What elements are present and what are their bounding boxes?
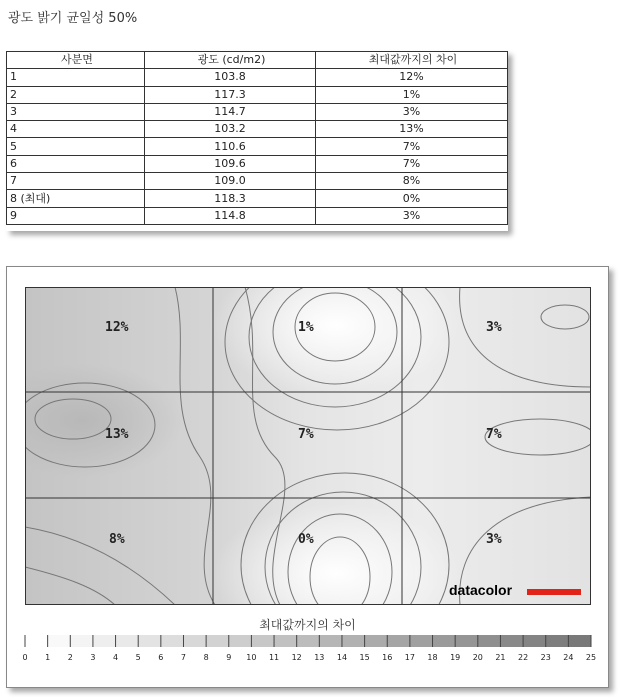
column-header-quadrant: 사분면 <box>7 52 145 69</box>
scale-swatch <box>48 635 71 647</box>
scale-swatch <box>297 635 320 647</box>
difference-cell: 13% <box>316 121 508 138</box>
quadrant-cell: 9 <box>7 207 145 224</box>
scale-swatch <box>365 635 388 647</box>
scale-swatch <box>478 635 501 647</box>
scale-swatch <box>500 635 523 647</box>
quadrant-cell: 5 <box>7 138 145 155</box>
scale-tick-label: 14 <box>336 653 348 662</box>
scale-tick-label: 24 <box>563 653 574 662</box>
scale-tick-label: 18 <box>427 653 438 662</box>
scale-title: 최대값까지의 차이 <box>259 618 356 632</box>
scale-tick-label: 12 <box>291 653 302 662</box>
uniformity-map-panel <box>6 266 609 688</box>
scale-tick-label: 19 <box>450 653 461 662</box>
column-header-luminance: 광도 (cd/m2) <box>145 52 316 69</box>
table-row <box>7 155 508 172</box>
scale-swatch <box>523 635 546 647</box>
scale-tick-label: 10 <box>246 653 257 662</box>
scale-tick-label: 23 <box>540 653 551 662</box>
quadrant-label-2: 1% <box>298 320 314 335</box>
scale-tick-label: 16 <box>382 653 393 662</box>
scale-swatch <box>319 635 342 647</box>
scale-tick-label: 22 <box>517 653 529 662</box>
table-row <box>7 138 508 155</box>
scale-tick-label: 15 <box>359 653 370 662</box>
luminance-cell: 114.8 <box>145 207 316 224</box>
scale-tick-label: 25 <box>585 653 597 662</box>
scale-swatch <box>568 635 591 647</box>
page-title: 광도 밝기 균일성 50% <box>8 11 138 26</box>
luminance-cell: 103.8 <box>145 69 316 86</box>
scale-swatch <box>116 635 139 647</box>
scale-swatch <box>251 635 274 647</box>
scale-tick-label: 6 <box>158 653 164 662</box>
scale-tick-label: 3 <box>90 653 96 662</box>
scale-tick-label: 4 <box>113 653 119 662</box>
table-row <box>7 69 508 86</box>
uniformity-table <box>6 51 508 225</box>
scale-swatch <box>546 635 569 647</box>
scale-tick-label: 2 <box>67 653 73 662</box>
datacolor-logo-bar <box>527 589 581 595</box>
scale-tick-label: 17 <box>404 653 415 662</box>
scale-swatch <box>70 635 93 647</box>
difference-cell: 8% <box>316 173 508 190</box>
scale-swatch <box>183 635 206 647</box>
difference-cell: 7% <box>316 138 508 155</box>
quadrant-label-1: 12% <box>105 320 129 335</box>
scale-tick-label: 20 <box>472 653 483 662</box>
table-row <box>7 121 508 138</box>
luminance-cell: 109.0 <box>145 173 316 190</box>
table-row <box>7 86 508 103</box>
table-row <box>7 190 508 207</box>
difference-cell: 3% <box>316 103 508 120</box>
luminance-cell: 118.3 <box>145 190 316 207</box>
luminance-cell: 110.6 <box>145 138 316 155</box>
column-header-difference: 최대값까지의 차이 <box>316 52 508 69</box>
quadrant-cell: 2 <box>7 86 145 103</box>
quadrant-cell: 6 <box>7 155 145 172</box>
difference-cell: 3% <box>316 207 508 224</box>
table-header-row <box>7 52 508 69</box>
quadrant-cell: 3 <box>7 103 145 120</box>
scale-swatch <box>206 635 229 647</box>
quadrant-label-8: 0% <box>298 532 314 547</box>
luminance-cell: 109.6 <box>145 155 316 172</box>
quadrant-label-5: 7% <box>298 427 314 442</box>
table-row <box>7 207 508 224</box>
table-row <box>7 103 508 120</box>
luminance-cell: 117.3 <box>145 86 316 103</box>
luminance-cell: 103.2 <box>145 121 316 138</box>
uniformity-table-panel <box>6 51 508 231</box>
scale-swatch <box>433 635 456 647</box>
difference-cell: 7% <box>316 155 508 172</box>
quadrant-label-6: 7% <box>486 427 502 442</box>
scale-tick-label: 9 <box>226 653 232 662</box>
quadrant-cell: 7 <box>7 173 145 190</box>
quadrant-cell: 4 <box>7 121 145 138</box>
scale-swatch <box>274 635 297 647</box>
quadrant-cell: 8 (최대) <box>7 190 145 207</box>
scale-tick-label: 5 <box>135 653 141 662</box>
scale-tick-label: 0 <box>22 653 28 662</box>
difference-cell: 0% <box>316 190 508 207</box>
quadrant-label-9: 3% <box>486 532 502 547</box>
scale-swatch <box>25 635 48 647</box>
table-row <box>7 173 508 190</box>
scale-swatch <box>93 635 116 647</box>
scale-swatch <box>229 635 252 647</box>
datacolor-logo: datacolor <box>449 582 513 598</box>
scale-tick-label: 11 <box>268 653 280 662</box>
scale-swatch <box>455 635 478 647</box>
scale-swatch <box>342 635 365 647</box>
quadrant-label-4: 13% <box>105 427 129 442</box>
scale-swatch <box>387 635 410 647</box>
scale-tick-label: 8 <box>203 653 209 662</box>
quadrant-label-7: 8% <box>109 532 125 547</box>
scale-tick-label: 13 <box>314 653 325 662</box>
difference-cell: 1% <box>316 86 508 103</box>
scale-tick-label: 7 <box>180 653 187 662</box>
scale-swatch <box>410 635 433 647</box>
scale-tick-label: 1 <box>45 653 51 662</box>
scale-tick-label: 21 <box>495 653 506 662</box>
quadrant-label-3: 3% <box>486 320 502 335</box>
luminance-cell: 114.7 <box>145 103 316 120</box>
scale-swatch <box>161 635 184 647</box>
difference-cell: 12% <box>316 69 508 86</box>
quadrant-cell: 1 <box>7 69 145 86</box>
scale-swatch <box>138 635 161 647</box>
